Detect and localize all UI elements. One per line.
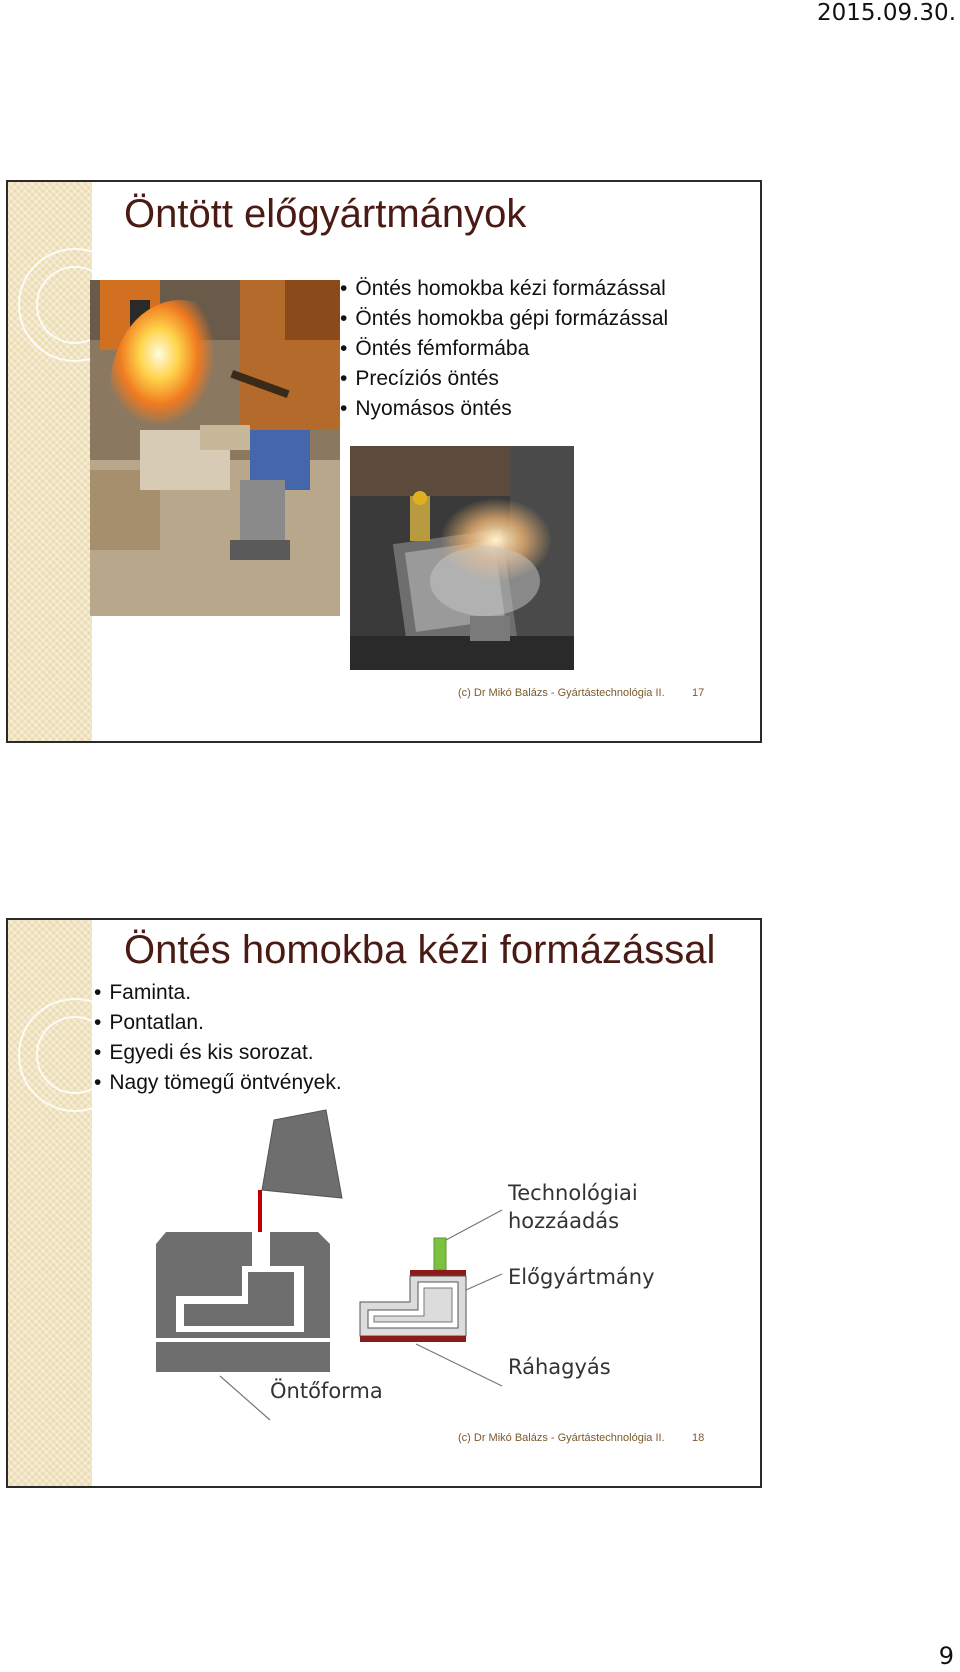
foundry-pouring-photo	[90, 280, 340, 616]
sand-casting-diagram	[8, 920, 760, 1486]
slide-17	[6, 180, 762, 743]
bullet-item: • Precíziós öntés	[340, 364, 668, 394]
slide-footer: (c) Dr Mikó Balázs - Gyártástechnológia II.	[458, 687, 665, 699]
bullet-item: • Öntés homokba kézi formázással	[340, 274, 668, 304]
slide-number: 18	[692, 1432, 705, 1444]
bullet-item: • Pontatlan.	[94, 1008, 342, 1038]
ladle-icon	[262, 1110, 342, 1198]
bullet-item: • Faminta.	[94, 978, 342, 1008]
bullet-item: • Öntés homokba gépi formázással	[340, 304, 668, 334]
slide-bullets	[340, 274, 668, 424]
bullet-item: • Nagy tömegű öntvények.	[94, 1068, 342, 1098]
label-hozzaadas: hozzáadás	[508, 1209, 620, 1233]
bullet-item: • Nyomásos öntés	[340, 394, 668, 424]
label-rahagyas: Ráhagyás	[508, 1355, 611, 1379]
decorative-stripe	[8, 182, 92, 741]
slide-title: Öntés homokba kézi formázással	[124, 928, 716, 972]
page-number: 9	[938, 1642, 954, 1670]
label-elogyartmany: Előgyártmány	[508, 1265, 655, 1289]
slide-18	[6, 918, 762, 1488]
bullet-item: • Öntés fémformába	[340, 334, 668, 364]
header-date: 2015.09.30.	[817, 0, 956, 26]
foundry-mould-line-photo	[350, 446, 574, 670]
label-technologiai: Technológiai	[508, 1181, 638, 1205]
mold-shape	[156, 1232, 330, 1372]
bullet-item: • Egyedi és kis sorozat.	[94, 1038, 342, 1068]
part-diagram	[360, 1238, 466, 1342]
slide-title: Öntött előgyártmányok	[124, 192, 527, 236]
slide-number: 17	[692, 687, 705, 699]
label-ontoforma: Öntőforma	[270, 1379, 383, 1403]
slide-footer: (c) Dr Mikó Balázs - Gyártástechnológia II.	[458, 1432, 665, 1444]
